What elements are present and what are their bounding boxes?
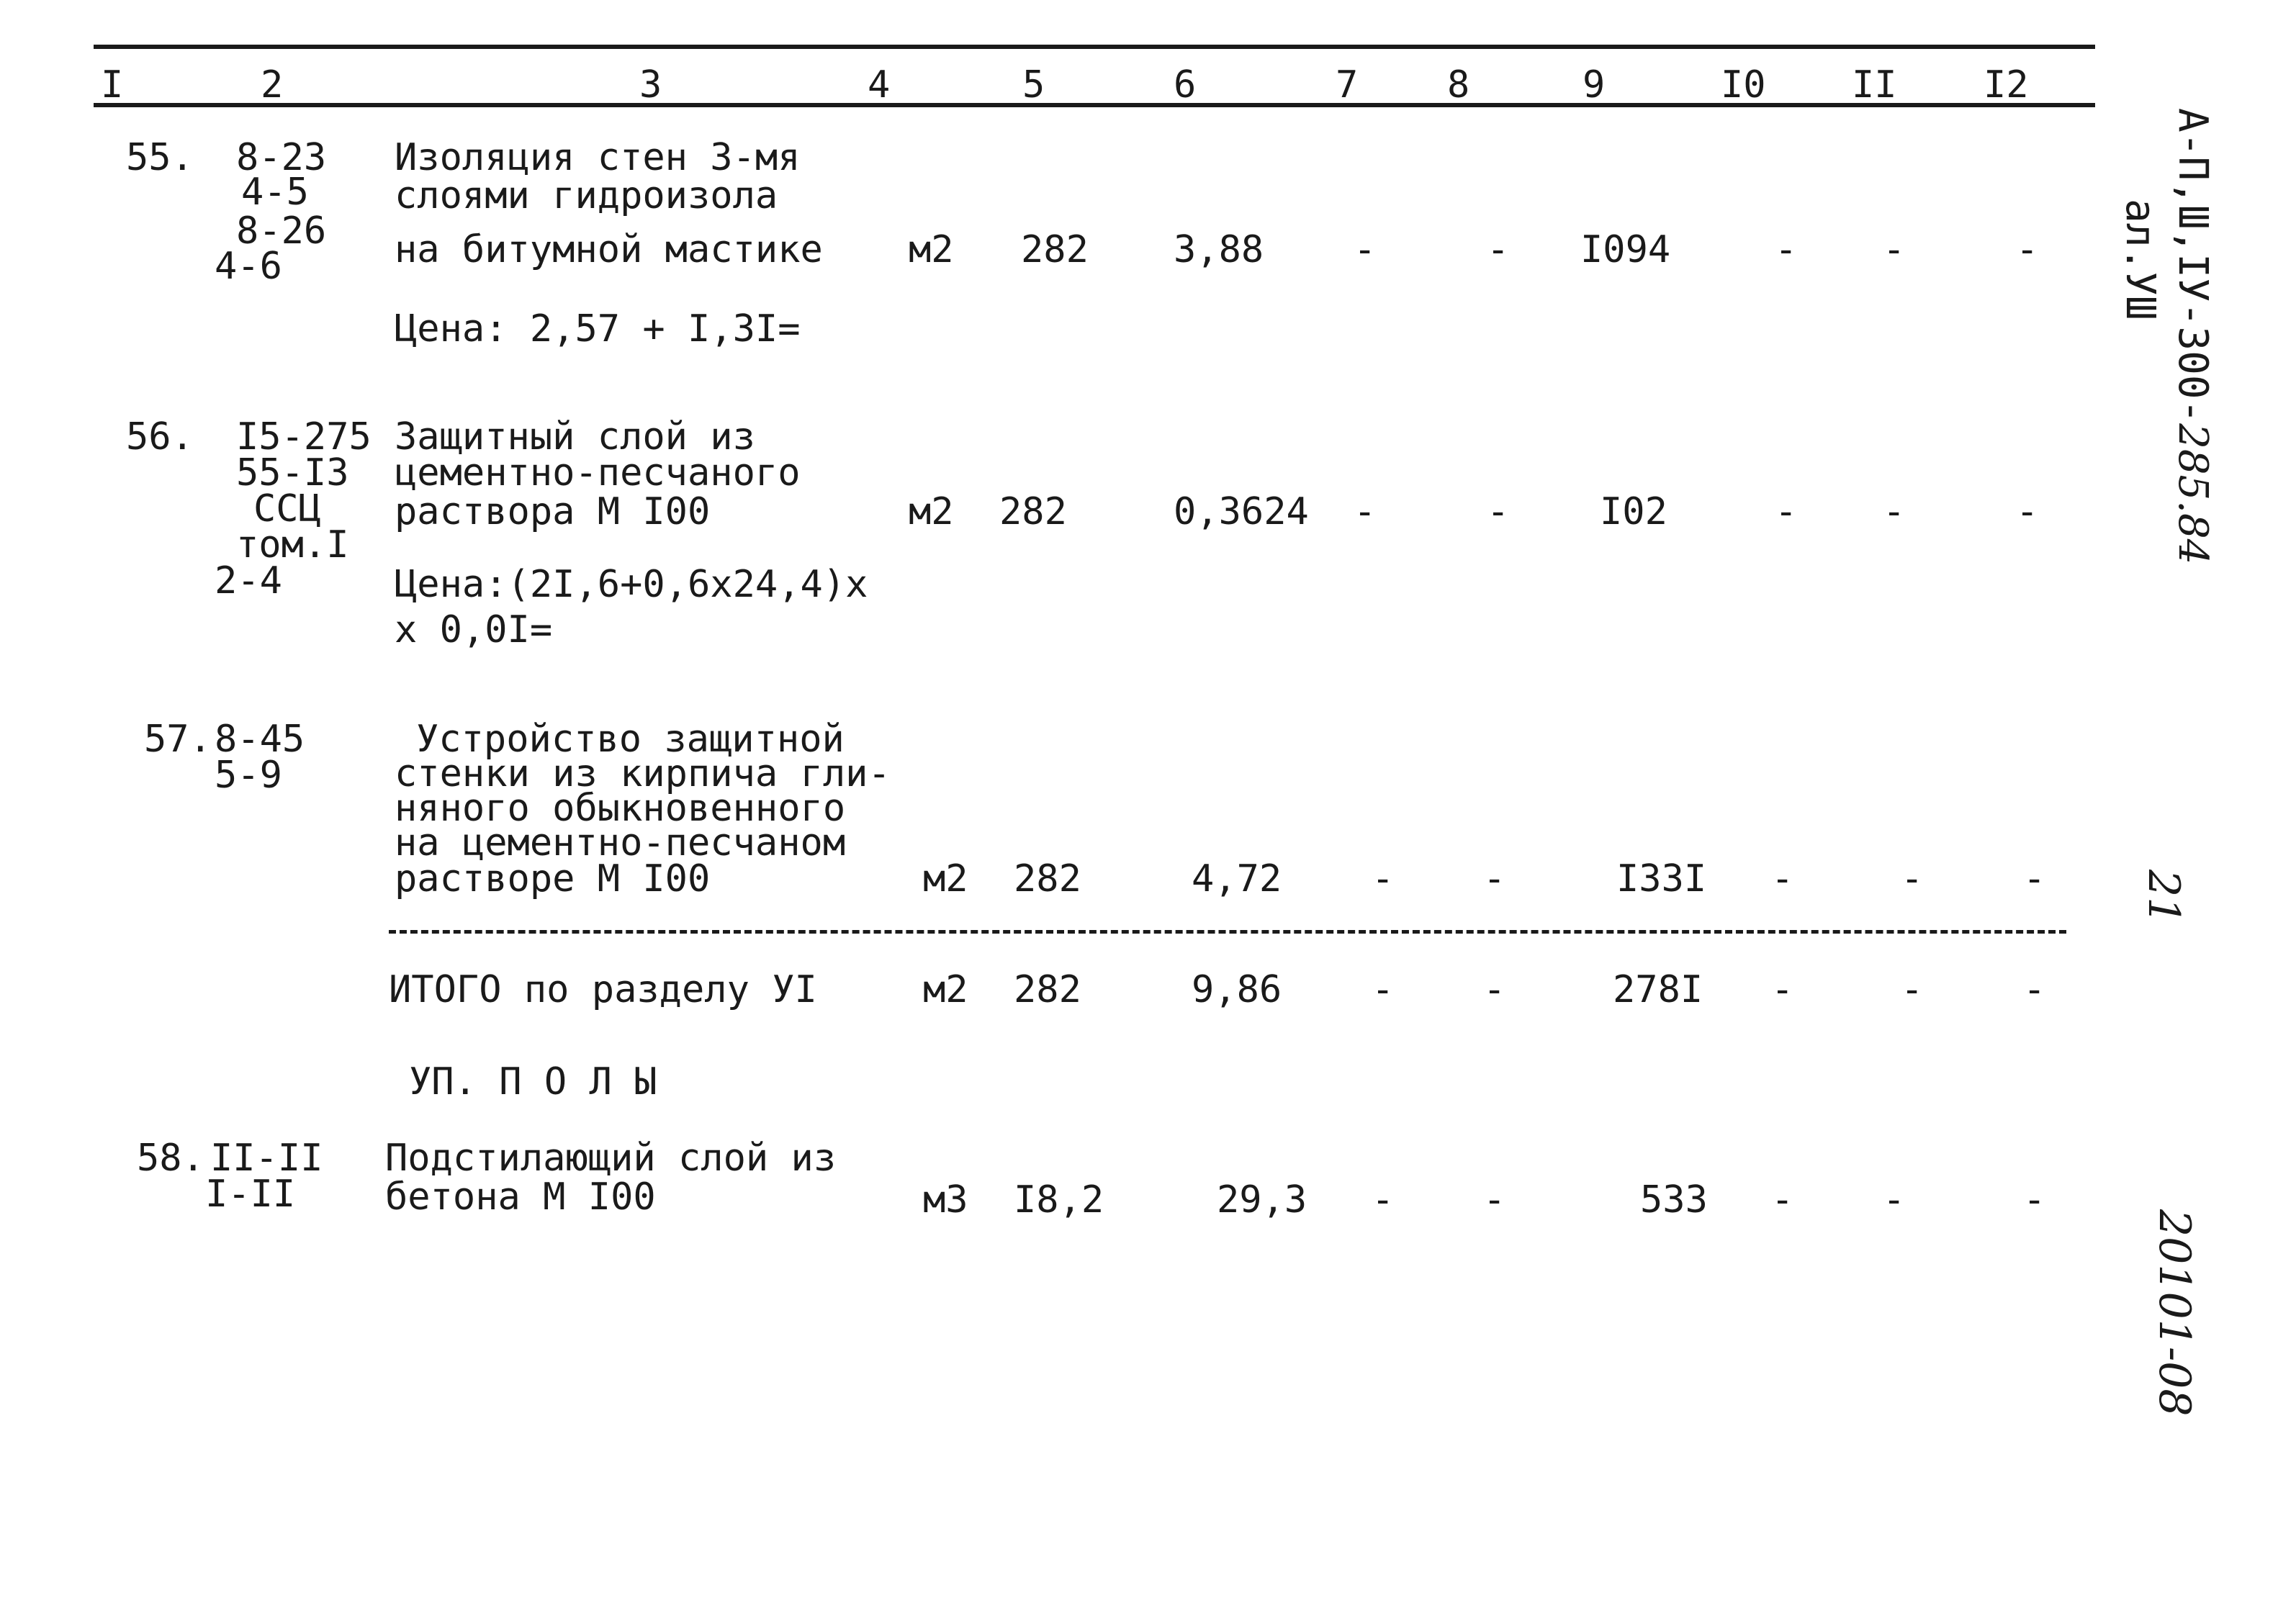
row-56-desc-2: цементно-песчаного — [395, 451, 801, 495]
row-56-col10: - — [1775, 490, 1798, 533]
row-55-quantity: 282 — [1021, 228, 1089, 271]
row-57-desc-1: Устройство защитной — [416, 718, 845, 761]
row-56-col12: - — [2016, 490, 2039, 533]
row-55-code-4: 4-6 — [215, 245, 282, 288]
row-55-col12: - — [2016, 228, 2039, 271]
row-57-col8: - — [1483, 857, 1506, 900]
col-header-6: 6 — [1174, 63, 1197, 107]
row-57-desc-3: няного обыкновенного — [395, 787, 846, 830]
row-58-col11: - — [1883, 1178, 1906, 1222]
row-57-unit: м2 — [923, 857, 968, 900]
row-57-number: 57. — [144, 718, 212, 761]
row-55-col7: - — [1354, 228, 1377, 271]
row-57-col11: - — [1901, 857, 1924, 900]
row-56-code-4: том.I — [236, 523, 349, 566]
row-55-col10: - — [1775, 228, 1798, 271]
total-col12: - — [2023, 968, 2046, 1011]
row-55-code-3: 8-26 — [236, 209, 327, 253]
row-55-price: 3,88 — [1174, 228, 1264, 271]
row-56-unit: м2 — [909, 490, 954, 533]
row-56-desc-1: Защитный слой из — [395, 415, 755, 459]
row-55-code-1: 8-23 — [236, 136, 327, 179]
row-57-quantity: 282 — [1014, 857, 1081, 900]
row-56-col9: I02 — [1600, 490, 1667, 533]
row-55-desc-2: слоями гидроизола — [395, 174, 778, 217]
col-header-10: I0 — [1721, 63, 1766, 107]
total-label: ИТОГО по разделу УI — [389, 968, 817, 1011]
total-col7: - — [1372, 968, 1395, 1011]
row-56-col7: - — [1354, 490, 1377, 533]
row-56-number: 56. — [126, 415, 194, 459]
row-57-code-2: 5-9 — [215, 754, 282, 797]
row-58-code-2: I-II — [205, 1173, 296, 1216]
total-col8: - — [1483, 968, 1506, 1011]
row-56-code-1: I5-275 — [236, 415, 372, 459]
row-58-col7: - — [1372, 1178, 1395, 1222]
row-57-col7: - — [1372, 857, 1395, 900]
row-56-quantity: 282 — [999, 490, 1067, 533]
margin-page-number: 21 — [2138, 870, 2189, 925]
row-58-number: 58. — [137, 1137, 204, 1180]
col-header-2: 2 — [261, 63, 284, 107]
row-57-desc-4: на цементно-песчаном — [395, 821, 846, 865]
col-header-4: 4 — [868, 63, 891, 107]
col-header-11: II — [1852, 63, 1897, 107]
margin-sheet: ал.УШ — [2117, 199, 2164, 320]
row-55-unit: м2 — [909, 228, 954, 271]
header-bottom-rule — [94, 103, 2095, 107]
row-55-col9: I094 — [1580, 228, 1671, 271]
margin-archive-number: 20101-08 — [2149, 1209, 2200, 1417]
col-header-8: 8 — [1447, 63, 1470, 107]
row-55-code-2: 4-5 — [241, 171, 309, 214]
total-col10: - — [1771, 968, 1794, 1011]
row-58-col10: - — [1771, 1178, 1794, 1222]
row-56-col8: - — [1487, 490, 1510, 533]
row-57-desc-2: стенки из кирпича гли- — [395, 752, 891, 795]
row-55-number: 55. — [126, 136, 194, 179]
row-56-price-note-1: Цена:(2I,6+0,6x24,4)x — [395, 563, 868, 606]
row-56-col11: - — [1883, 490, 1906, 533]
row-58-col9: 533 — [1640, 1178, 1708, 1222]
row-58-col12: - — [2023, 1178, 2046, 1222]
header-top-rule — [94, 45, 2095, 49]
row-55-col11: - — [1883, 228, 1906, 271]
row-58-unit: м3 — [923, 1178, 968, 1222]
row-57-col10: - — [1771, 857, 1794, 900]
col-header-3: 3 — [639, 63, 662, 107]
section-heading: УП. П О Л Ы — [409, 1060, 657, 1103]
row-58-desc-2: бетона М I00 — [385, 1175, 656, 1219]
row-55-price-note: Цена: 2,57 + I,3I= — [395, 307, 801, 351]
total-unit: м2 — [923, 968, 968, 1011]
margin-doc-code-printed: А-П,Ш,IУ-300- — [2169, 108, 2216, 424]
row-55-desc-1: Изоляция стен 3-мя — [395, 136, 801, 179]
row-56-price-note-2: x 0,0I= — [395, 608, 553, 651]
row-58-code-1: II-II — [210, 1137, 323, 1180]
row-57-col9: I33I — [1616, 857, 1707, 900]
total-col9: 278I — [1613, 968, 1703, 1011]
col-header-12: I2 — [1984, 63, 2029, 107]
row-56-price: 0,3624 — [1174, 490, 1309, 533]
margin-doc-code-hand: 285.84 — [2169, 423, 2216, 565]
total-col11: - — [1901, 968, 1924, 1011]
row-57-col12: - — [2023, 857, 2046, 900]
row-56-code-2: 55-I3 — [236, 451, 349, 495]
row-58-quantity: I8,2 — [1014, 1178, 1104, 1222]
dashed-separator — [389, 930, 2066, 934]
row-55-col8: - — [1487, 228, 1510, 271]
col-header-1: I — [101, 63, 124, 107]
row-58-price: 29,3 — [1217, 1178, 1307, 1222]
total-quantity: 282 — [1014, 968, 1081, 1011]
row-57-code-1: 8-45 — [215, 718, 305, 761]
col-header-7: 7 — [1336, 63, 1359, 107]
row-56-code-5: 2-4 — [215, 559, 282, 602]
row-56-desc-3: раствора М I00 — [395, 490, 711, 533]
row-58-col8: - — [1483, 1178, 1506, 1222]
col-header-5: 5 — [1022, 63, 1045, 107]
row-56-code-3: ССЦ — [253, 487, 321, 531]
row-55-desc-3: на битумной мастике — [395, 228, 823, 271]
col-header-9: 9 — [1583, 63, 1606, 107]
row-57-price: 4,72 — [1192, 857, 1282, 900]
row-58-desc-1: Подстилающий слой из — [385, 1137, 837, 1180]
margin-doc-code — [2169, 108, 2216, 564]
total-price: 9,86 — [1192, 968, 1282, 1011]
row-57-desc-5: растворе М I00 — [395, 857, 711, 900]
